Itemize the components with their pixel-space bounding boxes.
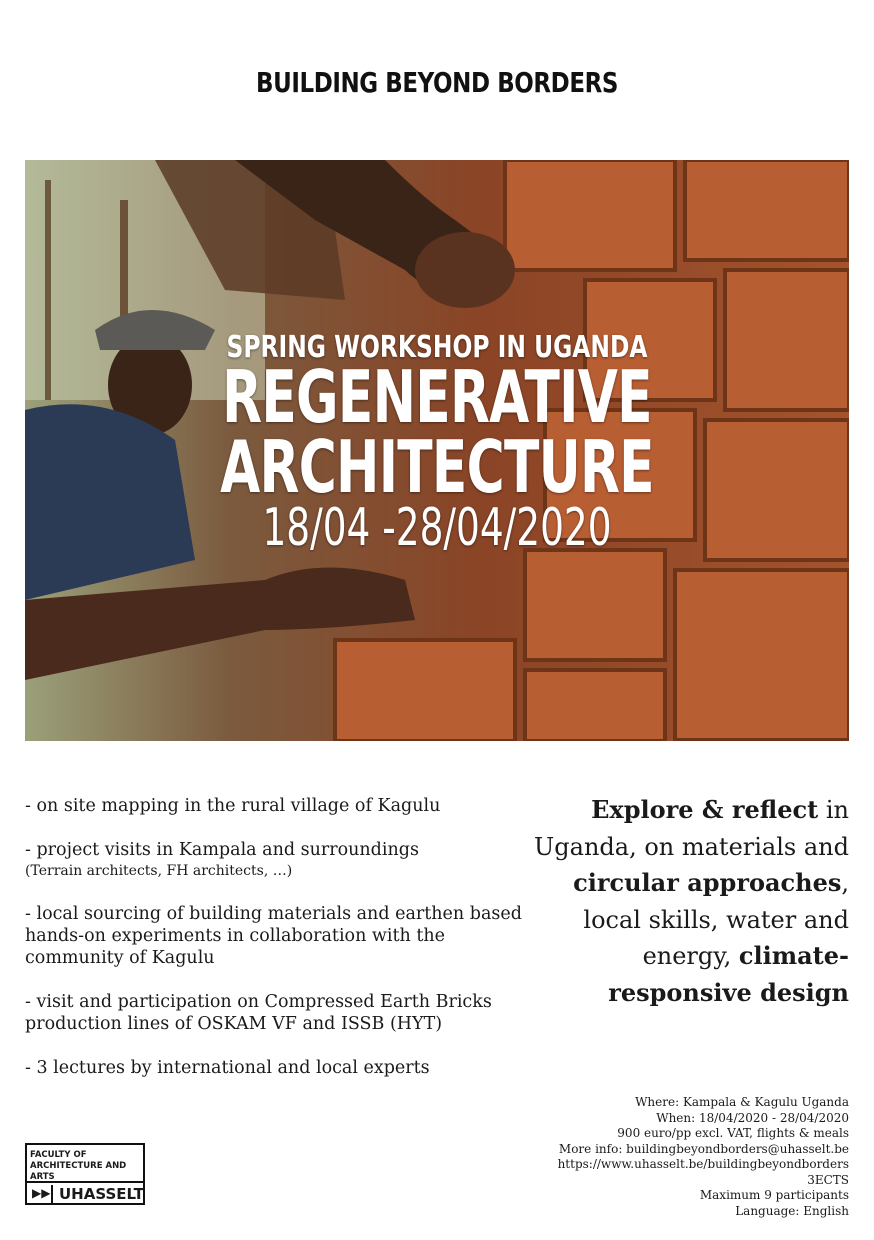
hero-title-line2: ARCHITECTURE [220, 425, 654, 509]
logo-name: UHASSELT [59, 1185, 144, 1203]
detail-ects: 3ECTS [807, 1172, 849, 1187]
detail-when: When: 18/04/2020 - 28/04/2020 [656, 1110, 849, 1125]
activity-text: - visit and participation on Compressed Earth Bricks production lines of OSKAM VF and ISSB (HYT) [25, 992, 492, 1034]
list-item [25, 903, 545, 969]
pitch-text [519, 792, 849, 1011]
list-item [25, 795, 545, 817]
list-item [25, 991, 545, 1035]
detail-where: Where: Kampala & Kagulu Uganda [635, 1095, 849, 1109]
activities-list [25, 795, 545, 1101]
detail-max: Maximum 9 participants [699, 1188, 849, 1202]
page-title: BUILDING BEYOND BORDERS [256, 66, 618, 99]
pitch-bold-2: circular approaches [573, 868, 842, 897]
hero-dates: 18/04 -28/04/2020 [262, 498, 612, 558]
detail-price: 900 euro/pp excl. VAT, flights & meals [617, 1126, 849, 1140]
detail-info-email[interactable]: More info: buildingbeyondborders@uhasselt.be [558, 1141, 849, 1156]
fast-forward-icon: ▶▶ [32, 1186, 51, 1200]
logo-line2: ARCHITECTURE AND ARTS [30, 1161, 127, 1182]
list-item [25, 1057, 545, 1079]
hero-title-line1: REGENERATIVE [222, 355, 652, 439]
pitch-bold-3: climate-responsive design [608, 941, 849, 1007]
detail-url-link[interactable]: https://www.uhasselt.be/buildingbeyondborders [557, 1157, 849, 1171]
pitch-text-2: , local skills, water and energy, [583, 869, 849, 970]
activity-note: (Terrain architects, FH architects, …) [25, 863, 293, 879]
logo-divider [27, 1181, 143, 1183]
logo-line1: FACULTY OF [30, 1150, 87, 1160]
activity-text: - 3 lectures by international and local experts [25, 1058, 430, 1078]
uhasselt-logo [25, 1143, 145, 1205]
detail-language: Language: English [735, 1203, 849, 1218]
logo-separator [51, 1185, 54, 1205]
pitch-bold-1: Explore & reflect [591, 795, 819, 824]
list-item [25, 839, 545, 881]
event-details [469, 1095, 849, 1219]
hero-title [122, 355, 751, 509]
logo-faculty [30, 1150, 143, 1183]
activity-text: - project visits in Kampala and surroundings [25, 840, 419, 860]
pitch-text-1: in Uganda, on materials and [534, 796, 849, 861]
activity-text: - local sourcing of building materials and earthen based hands-on experiments in collaboration with the community of Kagulu [25, 904, 522, 968]
activity-text: - on site mapping in the rural village of Kagulu [25, 796, 441, 816]
hero-subtitle: SPRING WORKSHOP IN UGANDA [226, 330, 648, 365]
